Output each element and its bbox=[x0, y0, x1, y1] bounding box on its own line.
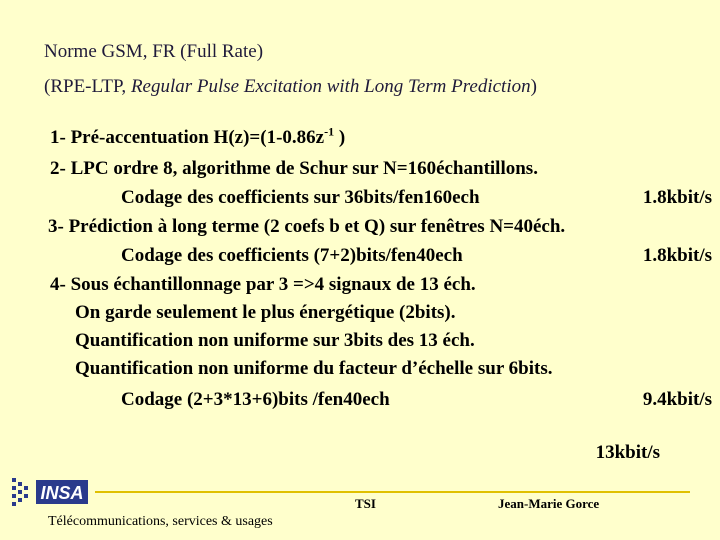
line-energy: On garde seulement le plus énergétique (2bits). bbox=[75, 302, 456, 323]
insa-logo bbox=[10, 474, 90, 512]
footer-center: TSI bbox=[355, 496, 376, 511]
line-subsampling: 4- Sous échantillonnage par 3 =>4 signaux de 13 éch. bbox=[50, 274, 476, 295]
line-preaccentuation bbox=[50, 126, 345, 150]
line-lpc: 2- LPC ordre 8, algorithme de Schur sur N=160échantillons. bbox=[50, 158, 538, 179]
footer-subtitle: Télécommunications, services & usages bbox=[48, 514, 273, 529]
slide-title-line2 bbox=[44, 75, 537, 99]
title-suffix: ) bbox=[530, 76, 537, 97]
total-rate: 13kbit/s bbox=[595, 442, 660, 463]
line-ltp-coding: Codage des coefficients (7+2)bits/fen40ech bbox=[121, 245, 463, 266]
line1-post: ) bbox=[334, 127, 346, 148]
rate-ltp: 1.8kbit/s bbox=[642, 245, 712, 266]
title-italic: Regular Pulse Excitation with Long Term Prediction bbox=[130, 76, 531, 97]
line-lpc-coding: Codage des coefficients sur 36bits/fen160ech bbox=[121, 187, 480, 208]
logo-text: INSA bbox=[40, 483, 84, 503]
slide-title-line1: Norme GSM, FR (Full Rate) bbox=[44, 41, 264, 62]
rate-lpc: 1.8kbit/s bbox=[642, 187, 712, 208]
title-prefix: (RPE-LTP, bbox=[44, 76, 131, 97]
footer-author: Jean-Marie Gorce bbox=[498, 496, 600, 511]
line-ltp: 3- Prédiction à long terme (2 coefs b et Q) sur fenêtres N=40éch. bbox=[48, 216, 566, 237]
line-quant-scale: Quantification non uniforme du facteur d’échelle sur 6bits. bbox=[75, 358, 553, 379]
line-quant-samples: Quantification non uniforme sur 3bits des 13 éch. bbox=[75, 330, 475, 351]
footer-rule bbox=[95, 491, 690, 493]
line1-pre: 1- Pré-accentuation H(z)=(1-0.86z bbox=[50, 127, 325, 148]
rate-rpe: 9.4kbit/s bbox=[642, 389, 712, 410]
line-rpe-coding: Codage (2+3*13+6)bits /fen40ech bbox=[121, 389, 390, 410]
line1-sup: -1 bbox=[324, 124, 335, 139]
